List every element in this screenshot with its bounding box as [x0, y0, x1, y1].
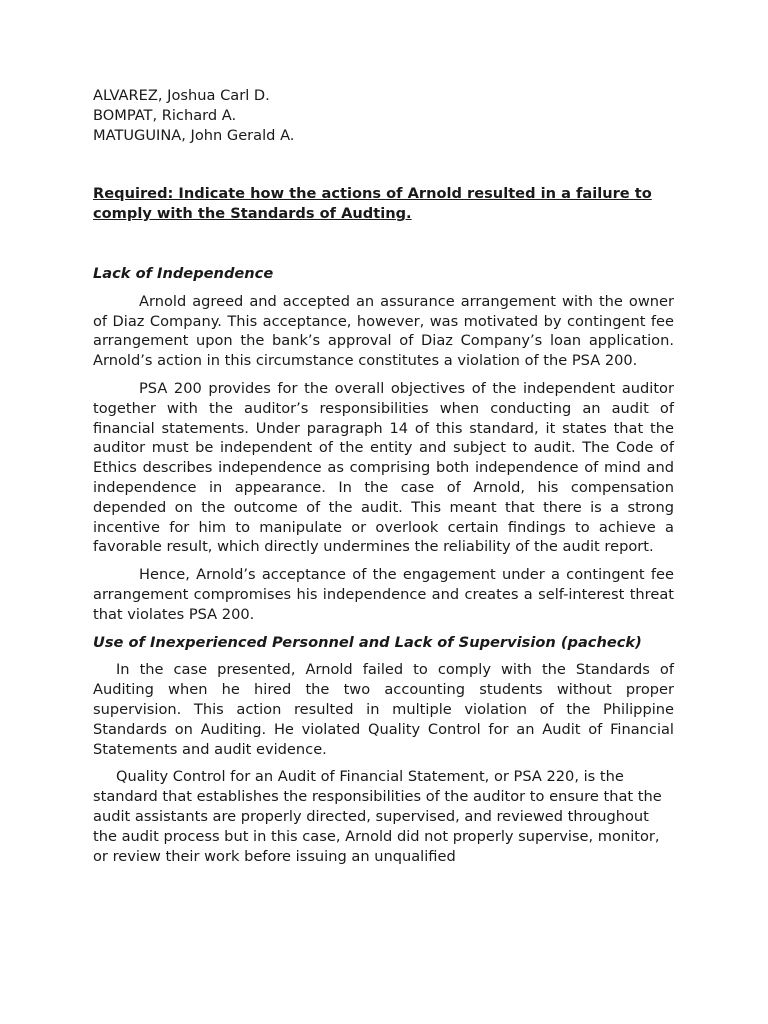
document-page: [93, 86, 674, 866]
paragraph: In the case presented, Arnold failed to comply with the Standards of Auditing when he hired the two accounting students without proper supervision. This action resulted in multiple violation of the Philippine Standards on Auditing. He violated Quality Control for an Audit of Financial Statements and audit evidence.: [93, 661, 674, 758]
author-name: MATUGUINA, John Gerald A.: [93, 126, 295, 144]
section-heading-independence: Lack of Independence: [93, 264, 274, 282]
paragraph: Hence, Arnold’s acceptance of the engagement under a contingent fee arrangement compromises his independence and creates a self-interest threat that violates PSA 200.: [93, 566, 674, 623]
section-heading-supervision: Use of Inexperienced Personnel and Lack of Supervision (pacheck): [93, 633, 642, 651]
required-statement: Required: Indicate how the actions of Arnold resulted in a failure to comply with the Standards of Audting.: [93, 185, 652, 223]
paragraph: Arnold agreed and accepted an assurance arrangement with the owner of Diaz Company. This acceptance, however, was motivated by contingent fee arrangement upon the bank’s approval of Diaz Company’s loan application. Arnold’s action in this circumstance constitutes a violation of the PSA 200.: [93, 292, 674, 370]
author-list: [93, 86, 674, 145]
author-name: BOMPAT, Richard A.: [93, 106, 237, 124]
paragraph: Quality Control for an Audit of Financial Statement, or PSA 220, is the standard that establishes the responsibilities of the auditor to ensure that the audit assistants are properly directed, supervised, and reviewed throughout the audit process but in this case, Arnold did not properly supervise, monitor, or review their work before issuing an unqualified: [93, 768, 662, 865]
paragraph: PSA 200 provides for the overall objectives of the independent auditor together with the auditor’s responsibilities when conducting an audit of financial statements. Under paragraph 14 of this standard, it states that the auditor must be independent of the entity and subject to audit. The Code of Ethics describes independence as comprising both independence of mind and independence in appearance. In the case of Arnold, his compensation depended on the outcome of the audit. This meant that there is a strong incentive for him to manipulate or overlook certain findings to achieve a favorable result, which directly undermines the reliability of the audit report.: [93, 379, 674, 556]
author-name: ALVAREZ, Joshua Carl D.: [93, 87, 270, 104]
